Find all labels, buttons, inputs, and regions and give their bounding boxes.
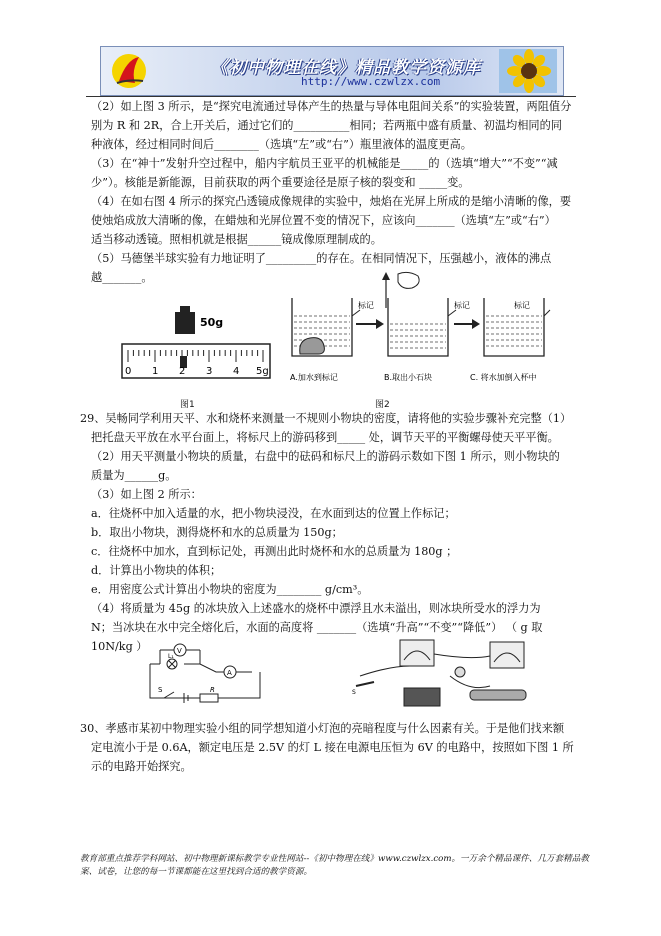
scale-tick-0: 0 (125, 366, 132, 377)
q28-p4-line1: （4）在如右图 4 所示的探究凸透镜成像规律的实验中，烛焰在光屏上所成的是缩小清晰的像，要 (91, 195, 572, 208)
scale-tick-4: 4 (233, 366, 240, 377)
q28-p4-line3: 适当移动透镜。照相机就是根据______镜成像原理制成的。 (91, 233, 382, 246)
q29-step-a: a．往烧杯中加入适量的水，把小物块浸没，在水面到达的位置上作标记； (91, 507, 456, 520)
q29-line1: 29、吴畅同学利用天平、水和烧杯来测量一不规则小物块的密度，请将他的实验步骤补充完整（1） (80, 412, 572, 425)
switch-device-icon (356, 682, 374, 686)
q29-line5: （3）如上图 2 所示： (91, 488, 202, 501)
banner-title: 《初中物理在线》精品教学资源库 (211, 58, 481, 78)
header-rule (86, 96, 576, 97)
scale-tick-1: 1 (152, 366, 159, 377)
bulb-device-icon (455, 667, 465, 677)
stone-icon (300, 338, 325, 354)
q28-p2-line1: （2）如上图 3 所示，是“探究电流通过导体产生的热量与导体电阻间关系”的实验装置，两阻值分 (91, 100, 572, 113)
q29-line7: N；当冰块在水中完全熔化后，水面的高度将 _______（选填“升高”“不变”“降低”） （ g 取 (91, 621, 543, 634)
figure2-beakers (288, 268, 558, 390)
arrow-right-icon-1 (376, 319, 384, 329)
sunflower-icon (499, 49, 557, 93)
voltmeter-label: V (177, 647, 182, 655)
q29-line6: （4）将质量为 45g 的冰块放入上述盛水的烧杯中漂浮且水未溢出，则冰块所受水的浮力为 (91, 602, 541, 615)
rheostat-label: R (210, 686, 215, 694)
circuit-diagram (140, 640, 280, 710)
mark-label-2: 标记 (454, 301, 470, 310)
q28-p5-line2: 越_______。 (91, 271, 153, 284)
q28-p4-line2: 使烛焰成放大清晰的像，在蜡烛和光屏位置不变的情况下，应该向_______（选填“左”或“右”） (91, 214, 556, 227)
switch-label: S (158, 686, 163, 694)
header-banner (100, 46, 564, 96)
voltmeter-device-icon (400, 640, 434, 666)
q30-line2: 定电流小于是 0.6A，额定电压是 2.5V 的灯 L 接在电源电压恒为 6V 的电路中，按照如下图 1 所 (91, 741, 574, 754)
page-footer: 教育部重点推荐学科网站、初中物理新课标教学专业性网站--《初中物理在线》www.czwlzx.com。一万余个精品课件、几万套精品教案、试卷，让您的每一节课都能在这里找到合适的教学资源。 (80, 854, 589, 877)
apparatus-photo (350, 636, 535, 714)
q28-p3-line2: 少”）。核能是新能源，目前获取的两个重要途径是原子核的裂变和 _____变。 (91, 176, 470, 189)
arrow-right-icon-2 (472, 319, 480, 329)
q29-line3: （2）用天平测量小物块的质量，右盘中的砝码和标尺上的游码示数如下图 1 所示，则小物块的 (91, 450, 560, 463)
q29-line2: 把托盘天平放在水平台面上，将标尺上的游码移到_____ 处，调节天平的平衡螺母使天平平衡。 (91, 431, 559, 444)
battery-device-icon (404, 688, 440, 706)
rheostat-icon (200, 694, 218, 702)
q30-line1: 30、孝感市某初中物理实验小组的同学想知道小灯泡的亮暗程度与什么因素有关。于是他们找来额 (80, 722, 565, 735)
q29-line4: 质量为______g。 (91, 469, 177, 482)
q29-line8: 10N/kg ） (91, 640, 148, 653)
rheostat-device-icon (470, 690, 526, 700)
ammeter-label: A (227, 669, 232, 677)
q30-line3: 示的电路开始探究。 (91, 760, 192, 773)
scale-tick-2: 2 (179, 366, 186, 377)
lamp-label: L₁ (168, 653, 174, 660)
lifted-stone-icon (398, 272, 419, 288)
step-b-label: B.取出小石块 (384, 373, 433, 382)
mark-label-3: 标记 (514, 301, 530, 310)
scale-tick-3: 3 (206, 366, 213, 377)
q29-step-c: c．往烧杯中加水，直到标记处，再测出此时烧杯和水的总质量为 180g ； (91, 545, 458, 558)
figure2-caption: 图2 (375, 400, 390, 410)
site-logo-icon (109, 51, 153, 91)
q29-step-b: b．取出小物块，测得烧杯和水的总质量为 150g； (91, 526, 343, 539)
scale-tick-5: 5g (256, 366, 269, 377)
weight-icon (175, 306, 195, 334)
figure1-balance-scale (120, 300, 275, 400)
ammeter-device-icon (490, 642, 524, 668)
q29-step-e: e．用密度公式计算出小物块的密度为________ g/cm³。 (91, 583, 369, 596)
banner-url[interactable]: http://www.czwlzx.com (301, 75, 441, 88)
apparatus-switch-label: S (352, 689, 356, 696)
q28-p2-line3: 种液体，经过相同时间后________（选填“左”或“右”）瓶里液体的温度更高。 (91, 138, 472, 151)
scale-frame (122, 344, 270, 378)
q28-p5-line1: （5）马德堡半球实验有力地证明了_________的存在。在相同情况下，压强越小，液体的沸点 (91, 252, 552, 265)
switch-icon (164, 692, 174, 698)
q28-p2-line2: 别为 R 和 2R，合上开关后，通过它们的__________相同；若两瓶中盛有质量、初温均相同的同 (91, 119, 562, 132)
q29-step-d: d．计算出小物块的体积； (91, 564, 222, 577)
figure1-caption: 图1 (180, 400, 195, 410)
q28-p3-line1: （3）在“神十”发射升空过程中，船内宇航员王亚平的机械能是_____的（选填“增大”“不变”“减 (91, 157, 558, 170)
step-a-label: A.加水到标记 (290, 373, 338, 382)
weight-label: 50g (200, 316, 224, 329)
mark-label-1: 标记 (358, 301, 374, 310)
step-c-label: C. 将水加倒入杯中 (470, 373, 537, 382)
